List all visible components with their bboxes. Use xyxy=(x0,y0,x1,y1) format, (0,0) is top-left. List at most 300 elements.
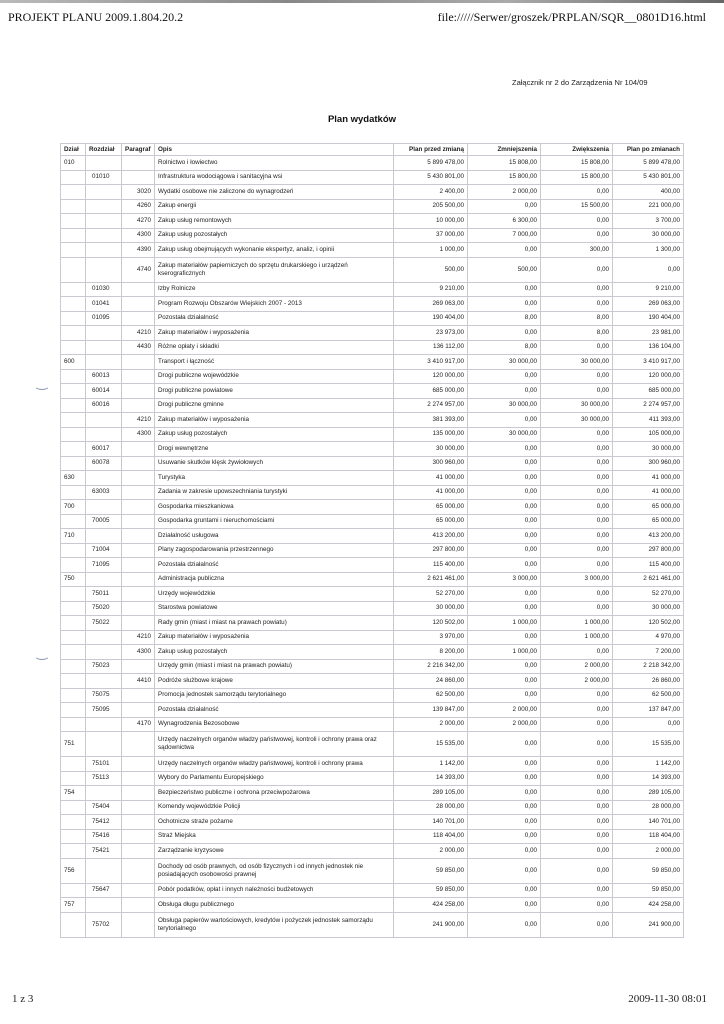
cell-plan-po: 5 430 801,00 xyxy=(613,170,684,185)
cell-zwiekszenia: 0,00 xyxy=(541,485,613,500)
table-row xyxy=(61,572,684,587)
cell-opis: Zakup usług pozostałych xyxy=(155,427,394,442)
cell-dzial xyxy=(61,398,86,413)
cell-zwiekszenia: 0,00 xyxy=(541,717,613,732)
cell-zwiekszenia: 2 000,00 xyxy=(541,674,613,689)
cell-paragraf xyxy=(122,369,155,384)
cell-opis: Pobór podatków, opłat i innych należności budżetowych xyxy=(155,883,394,898)
attachment-note: Załącznik nr 2 do Zarządzenia Nr 104/09 xyxy=(512,78,648,87)
cell-dzial: 630 xyxy=(61,471,86,486)
cell-opis: Wybory do Parlamentu Europejskiego xyxy=(155,771,394,786)
cell-paragraf xyxy=(122,471,155,486)
cell-zmniejszenia: 0,00 xyxy=(468,456,541,471)
cell-paragraf xyxy=(122,398,155,413)
document-title: Plan wydatków xyxy=(327,114,397,125)
table-row xyxy=(61,800,684,815)
cell-zwiekszenia: 0,00 xyxy=(541,214,613,229)
cell-zwiekszenia: 8,00 xyxy=(541,311,613,326)
cell-plan-przed: 30 000,00 xyxy=(394,442,468,457)
table-body xyxy=(61,156,684,938)
table-row xyxy=(61,616,684,631)
cell-plan-po: 118 404,00 xyxy=(613,829,684,844)
cell-plan-po: 59 850,00 xyxy=(613,858,684,883)
cell-dzial xyxy=(61,257,86,282)
cell-paragraf xyxy=(122,529,155,544)
cell-opis: Różne opłaty i składki xyxy=(155,340,394,355)
cell-rozdzial xyxy=(86,572,122,587)
cell-dzial xyxy=(61,214,86,229)
cell-zmniejszenia: 0,00 xyxy=(468,659,541,674)
cell-paragraf xyxy=(122,456,155,471)
cell-rozdzial: 75011 xyxy=(86,587,122,602)
cell-opis: Zakup usług obejmujących wykonanie ekspertyz, analiz, i opinii xyxy=(155,243,394,258)
cell-dzial xyxy=(61,771,86,786)
cell-plan-przed: 41 000,00 xyxy=(394,471,468,486)
cell-paragraf xyxy=(122,858,155,883)
cell-plan-przed: 241 900,00 xyxy=(394,912,468,937)
cell-paragraf xyxy=(122,786,155,801)
cell-rozdzial: 60017 xyxy=(86,442,122,457)
cell-zmniejszenia: 0,00 xyxy=(468,630,541,645)
col-zwiekszenia: Zwiększenia xyxy=(541,144,613,156)
cell-opis: Zakup materiałów i wyposażenia xyxy=(155,630,394,645)
table-row xyxy=(61,485,684,500)
table-row xyxy=(61,815,684,830)
cell-rozdzial xyxy=(86,630,122,645)
cell-zwiekszenia: 30 000,00 xyxy=(541,355,613,370)
cell-zwiekszenia: 0,00 xyxy=(541,703,613,718)
cell-plan-po: 0,00 xyxy=(613,717,684,732)
cell-plan-przed: 685 000,00 xyxy=(394,384,468,399)
cell-rozdzial: 71095 xyxy=(86,558,122,573)
cell-dzial: 751 xyxy=(61,732,86,757)
cell-zmniejszenia: 0,00 xyxy=(468,326,541,341)
cell-plan-przed: 5 899 478,00 xyxy=(394,156,468,171)
cell-plan-po: 65 000,00 xyxy=(613,514,684,529)
cell-opis: Ochotnicze straże pożarne xyxy=(155,815,394,830)
cell-dzial xyxy=(61,757,86,772)
cell-plan-po: 0,00 xyxy=(613,257,684,282)
cell-rozdzial xyxy=(86,858,122,883)
cell-rozdzial: 75421 xyxy=(86,844,122,859)
table-row xyxy=(61,156,684,171)
cell-plan-przed: 65 000,00 xyxy=(394,500,468,515)
cell-dzial xyxy=(61,883,86,898)
cell-paragraf xyxy=(122,543,155,558)
cell-zwiekszenia: 1 000,00 xyxy=(541,630,613,645)
cell-plan-przed: 2 216 342,00 xyxy=(394,659,468,674)
cell-dzial xyxy=(61,630,86,645)
cell-plan-przed: 500,00 xyxy=(394,257,468,282)
cell-plan-przed: 3 970,00 xyxy=(394,630,468,645)
cell-plan-przed: 136 112,00 xyxy=(394,340,468,355)
cell-plan-przed: 9 210,00 xyxy=(394,282,468,297)
cell-plan-przed: 2 621 461,00 xyxy=(394,572,468,587)
cell-plan-po: 62 500,00 xyxy=(613,688,684,703)
cell-rozdzial xyxy=(86,786,122,801)
cell-opis: Administracja publiczna xyxy=(155,572,394,587)
cell-rozdzial xyxy=(86,243,122,258)
cell-rozdzial xyxy=(86,185,122,200)
cell-dzial xyxy=(61,829,86,844)
cell-paragraf: 4410 xyxy=(122,674,155,689)
cell-zwiekszenia: 0,00 xyxy=(541,829,613,844)
table-row xyxy=(61,170,684,185)
cell-zmniejszenia: 1 000,00 xyxy=(468,616,541,631)
cell-dzial xyxy=(61,228,86,243)
cell-paragraf xyxy=(122,311,155,326)
cell-plan-przed: 52 270,00 xyxy=(394,587,468,602)
cell-rozdzial xyxy=(86,732,122,757)
cell-dzial: 754 xyxy=(61,786,86,801)
cell-dzial xyxy=(61,243,86,258)
cell-zwiekszenia: 0,00 xyxy=(541,228,613,243)
cell-rozdzial: 75022 xyxy=(86,616,122,631)
cell-zmniejszenia: 0,00 xyxy=(468,601,541,616)
table-row xyxy=(61,282,684,297)
cell-zwiekszenia: 0,00 xyxy=(541,514,613,529)
cell-rozdzial xyxy=(86,427,122,442)
cell-plan-po: 15 535,00 xyxy=(613,732,684,757)
cell-opis: Drogi wewnętrzne xyxy=(155,442,394,457)
cell-paragraf xyxy=(122,883,155,898)
cell-dzial xyxy=(61,645,86,660)
cell-paragraf xyxy=(122,912,155,937)
table-row xyxy=(61,829,684,844)
table-row xyxy=(61,442,684,457)
cell-plan-po: 136 104,00 xyxy=(613,340,684,355)
table-row xyxy=(61,369,684,384)
cell-plan-po: 289 105,00 xyxy=(613,786,684,801)
cell-plan-po: 30 000,00 xyxy=(613,442,684,457)
cell-dzial xyxy=(61,674,86,689)
cell-dzial: 710 xyxy=(61,529,86,544)
table-row xyxy=(61,717,684,732)
cell-zwiekszenia: 0,00 xyxy=(541,757,613,772)
file-url: file://///Serwer/groszek/PRPLAN/SQR__0801D16.html xyxy=(437,10,706,24)
scan-mark xyxy=(34,380,50,390)
cell-plan-po: 190 404,00 xyxy=(613,311,684,326)
cell-paragraf: 4300 xyxy=(122,645,155,660)
cell-opis: Drogi publiczne gminne xyxy=(155,398,394,413)
cell-plan-po: 300 960,00 xyxy=(613,456,684,471)
cell-dzial xyxy=(61,844,86,859)
cell-plan-po: 3 410 917,00 xyxy=(613,355,684,370)
cell-zmniejszenia: 0,00 xyxy=(468,732,541,757)
cell-plan-przed: 15 535,00 xyxy=(394,732,468,757)
table-row xyxy=(61,883,684,898)
cell-opis: Drogi publiczne powiatowe xyxy=(155,384,394,399)
cell-paragraf xyxy=(122,587,155,602)
cell-dzial xyxy=(61,616,86,631)
table-row xyxy=(61,326,684,341)
cell-zmniejszenia: 0,00 xyxy=(468,529,541,544)
table-row xyxy=(61,355,684,370)
cell-paragraf: 4300 xyxy=(122,228,155,243)
cell-paragraf: 4390 xyxy=(122,243,155,258)
cell-paragraf: 4430 xyxy=(122,340,155,355)
cell-paragraf: 4260 xyxy=(122,199,155,214)
cell-dzial xyxy=(61,413,86,428)
cell-zmniejszenia: 2 000,00 xyxy=(468,717,541,732)
cell-zwiekszenia: 0,00 xyxy=(541,912,613,937)
cell-paragraf xyxy=(122,771,155,786)
cell-zwiekszenia: 0,00 xyxy=(541,898,613,913)
table-row xyxy=(61,732,684,757)
cell-plan-po: 65 000,00 xyxy=(613,500,684,515)
cell-opis: Wydatki osobowe nie zaliczone do wynagrodzeń xyxy=(155,185,394,200)
table-row xyxy=(61,587,684,602)
cell-plan-przed: 23 973,00 xyxy=(394,326,468,341)
cell-zmniejszenia: 0,00 xyxy=(468,883,541,898)
table-row xyxy=(61,529,684,544)
cell-plan-po: 4 970,00 xyxy=(613,630,684,645)
cell-plan-przed: 413 200,00 xyxy=(394,529,468,544)
cell-opis: Gospodarka gruntami i nieruchomościami xyxy=(155,514,394,529)
cell-opis: Starostwa powiatowe xyxy=(155,601,394,616)
cell-opis: Pozostała działalność xyxy=(155,558,394,573)
cell-zmniejszenia: 0,00 xyxy=(468,543,541,558)
cell-paragraf xyxy=(122,732,155,757)
cell-rozdzial: 75101 xyxy=(86,757,122,772)
table-row xyxy=(61,786,684,801)
cell-rozdzial: 75416 xyxy=(86,829,122,844)
cell-plan-przed: 65 000,00 xyxy=(394,514,468,529)
cell-rozdzial: 75404 xyxy=(86,800,122,815)
cell-rozdzial: 75075 xyxy=(86,688,122,703)
cell-opis: Zakup usług pozostałych xyxy=(155,228,394,243)
cell-plan-po: 52 270,00 xyxy=(613,587,684,602)
cell-dzial xyxy=(61,587,86,602)
col-plan-przed: Plan przed zmianą xyxy=(394,144,468,156)
cell-zmniejszenia: 0,00 xyxy=(468,815,541,830)
cell-plan-po: 411 393,00 xyxy=(613,413,684,428)
cell-zmniejszenia: 0,00 xyxy=(468,485,541,500)
cell-rozdzial xyxy=(86,156,122,171)
cell-plan-przed: 120 000,00 xyxy=(394,369,468,384)
cell-zwiekszenia: 1 000,00 xyxy=(541,616,613,631)
project-header: PROJEKT PLANU 2009.1.804.20.2 xyxy=(8,10,184,24)
expenditure-table xyxy=(60,143,684,938)
cell-opis: Promocja jednostek samorządu terytorialnego xyxy=(155,688,394,703)
cell-opis: Urzędy wojewódzkie xyxy=(155,587,394,602)
cell-zmniejszenia: 0,00 xyxy=(468,558,541,573)
cell-zmniejszenia: 0,00 xyxy=(468,413,541,428)
cell-paragraf xyxy=(122,170,155,185)
cell-zwiekszenia: 0,00 xyxy=(541,282,613,297)
cell-plan-przed: 2 274 957,00 xyxy=(394,398,468,413)
cell-zmniejszenia: 30 000,00 xyxy=(468,398,541,413)
cell-opis: Obsługa długu publicznego xyxy=(155,898,394,913)
cell-opis: Transport i łączność xyxy=(155,355,394,370)
cell-plan-po: 30 000,00 xyxy=(613,228,684,243)
cell-paragraf xyxy=(122,282,155,297)
cell-opis: Pozostała działalność xyxy=(155,311,394,326)
cell-zwiekszenia: 15 808,00 xyxy=(541,156,613,171)
cell-plan-przed: 2 000,00 xyxy=(394,844,468,859)
cell-rozdzial: 60078 xyxy=(86,456,122,471)
cell-rozdzial: 60014 xyxy=(86,384,122,399)
table-row xyxy=(61,688,684,703)
cell-paragraf xyxy=(122,384,155,399)
table-row xyxy=(61,185,684,200)
scan-mark xyxy=(34,650,50,660)
cell-paragraf xyxy=(122,601,155,616)
cell-rozdzial: 01095 xyxy=(86,311,122,326)
cell-rozdzial: 75020 xyxy=(86,601,122,616)
cell-opis: Plany zagospodarowania przestrzennego xyxy=(155,543,394,558)
cell-zmniejszenia: 6 300,00 xyxy=(468,214,541,229)
cell-paragraf xyxy=(122,572,155,587)
cell-rozdzial xyxy=(86,898,122,913)
cell-zmniejszenia: 0,00 xyxy=(468,898,541,913)
col-paragraf: Paragraf xyxy=(122,144,155,156)
cell-plan-po: 221 000,00 xyxy=(613,199,684,214)
cell-zwiekszenia: 0,00 xyxy=(541,558,613,573)
cell-opis: Zadania w zakresie upowszechniania turystyki xyxy=(155,485,394,500)
cell-plan-przed: 424 258,00 xyxy=(394,898,468,913)
col-dzial: Dział xyxy=(61,144,86,156)
cell-plan-po: 685 000,00 xyxy=(613,384,684,399)
cell-paragraf xyxy=(122,616,155,631)
cell-opis: Infrastruktura wodociągowa i sanitacyjna wsi xyxy=(155,170,394,185)
cell-zwiekszenia: 0,00 xyxy=(541,297,613,312)
cell-paragraf: 3020 xyxy=(122,185,155,200)
cell-zmniejszenia: 7 000,00 xyxy=(468,228,541,243)
cell-rozdzial xyxy=(86,500,122,515)
cell-paragraf xyxy=(122,688,155,703)
cell-zwiekszenia: 0,00 xyxy=(541,369,613,384)
cell-plan-po: 3 700,00 xyxy=(613,214,684,229)
cell-plan-przed: 2 000,00 xyxy=(394,717,468,732)
scan-edge xyxy=(0,0,724,3)
cell-plan-po: 424 258,00 xyxy=(613,898,684,913)
col-zmniejszenia: Zmniejszenia xyxy=(468,144,541,156)
page-number: 1 z 3 xyxy=(12,993,34,1005)
cell-rozdzial: 01010 xyxy=(86,170,122,185)
cell-rozdzial xyxy=(86,257,122,282)
cell-zwiekszenia: 0,00 xyxy=(541,543,613,558)
cell-paragraf: 4210 xyxy=(122,630,155,645)
cell-plan-przed: 62 500,00 xyxy=(394,688,468,703)
table-row xyxy=(61,500,684,515)
cell-paragraf: 4170 xyxy=(122,717,155,732)
cell-rozdzial: 01030 xyxy=(86,282,122,297)
cell-plan-po: 1 142,00 xyxy=(613,757,684,772)
cell-plan-przed: 28 000,00 xyxy=(394,800,468,815)
cell-dzial xyxy=(61,601,86,616)
cell-plan-przed: 269 063,00 xyxy=(394,297,468,312)
table-row xyxy=(61,898,684,913)
col-opis: Opis xyxy=(155,144,394,156)
cell-dzial xyxy=(61,543,86,558)
cell-zmniejszenia: 30 000,00 xyxy=(468,427,541,442)
cell-plan-po: 2 621 461,00 xyxy=(613,572,684,587)
cell-dzial: 700 xyxy=(61,500,86,515)
cell-opis: Zakup usług pozostałych xyxy=(155,645,394,660)
table-row xyxy=(61,228,684,243)
cell-zwiekszenia: 0,00 xyxy=(541,257,613,282)
cell-plan-przed: 5 430 801,00 xyxy=(394,170,468,185)
cell-zwiekszenia: 0,00 xyxy=(541,732,613,757)
cell-zwiekszenia: 30 000,00 xyxy=(541,398,613,413)
cell-plan-po: 14 393,00 xyxy=(613,771,684,786)
cell-opis: Gospodarka mieszkaniowa xyxy=(155,500,394,515)
cell-zmniejszenia: 2 000,00 xyxy=(468,185,541,200)
cell-paragraf xyxy=(122,558,155,573)
table-row xyxy=(61,844,684,859)
cell-plan-po: 2 274 957,00 xyxy=(613,398,684,413)
cell-plan-po: 28 000,00 xyxy=(613,800,684,815)
cell-paragraf: 4270 xyxy=(122,214,155,229)
cell-plan-przed: 2 400,00 xyxy=(394,185,468,200)
cell-plan-po: 400,00 xyxy=(613,185,684,200)
cell-dzial xyxy=(61,912,86,937)
cell-plan-przed: 300 960,00 xyxy=(394,456,468,471)
table-row xyxy=(61,427,684,442)
cell-plan-przed: 140 701,00 xyxy=(394,815,468,830)
cell-rozdzial: 63003 xyxy=(86,485,122,500)
cell-paragraf: 4210 xyxy=(122,413,155,428)
cell-paragraf xyxy=(122,514,155,529)
cell-zmniejszenia: 2 000,00 xyxy=(468,703,541,718)
cell-rozdzial: 70005 xyxy=(86,514,122,529)
cell-zwiekszenia: 0,00 xyxy=(541,500,613,515)
cell-plan-po: 26 860,00 xyxy=(613,674,684,689)
cell-paragraf: 4740 xyxy=(122,257,155,282)
cell-dzial xyxy=(61,297,86,312)
cell-plan-po: 41 000,00 xyxy=(613,471,684,486)
cell-rozdzial: 75023 xyxy=(86,659,122,674)
cell-zwiekszenia: 15 500,00 xyxy=(541,199,613,214)
cell-dzial: 757 xyxy=(61,898,86,913)
cell-dzial xyxy=(61,717,86,732)
cell-paragraf xyxy=(122,815,155,830)
cell-plan-przed: 289 105,00 xyxy=(394,786,468,801)
cell-plan-przed: 190 404,00 xyxy=(394,311,468,326)
cell-plan-po: 1 300,00 xyxy=(613,243,684,258)
table-row xyxy=(61,297,684,312)
cell-zwiekszenia: 0,00 xyxy=(541,442,613,457)
cell-opis: Zakup materiałów papierniczych do sprzętu drukarskiego i urządzeń kserograficznych xyxy=(155,257,394,282)
print-datetime: 2009-11-30 08:01 xyxy=(628,993,707,1005)
cell-plan-przed: 59 850,00 xyxy=(394,883,468,898)
cell-opis: Wynagrodzenia Bezosobowe xyxy=(155,717,394,732)
cell-zmniejszenia: 30 000,00 xyxy=(468,355,541,370)
cell-rozdzial xyxy=(86,413,122,428)
cell-zmniejszenia: 8,00 xyxy=(468,311,541,326)
cell-dzial xyxy=(61,456,86,471)
cell-opis: Rady gmin (miast i miast na prawach powiatu) xyxy=(155,616,394,631)
cell-opis: Urzędy naczelnych organów władzy państwowej, kontroli i ochrony prawa oraz sądownictwa xyxy=(155,732,394,757)
table-row xyxy=(61,543,684,558)
cell-plan-po: 241 900,00 xyxy=(613,912,684,937)
cell-dzial xyxy=(61,199,86,214)
cell-plan-przed: 14 393,00 xyxy=(394,771,468,786)
table-header-row xyxy=(61,144,684,156)
cell-zmniejszenia: 0,00 xyxy=(468,369,541,384)
cell-dzial xyxy=(61,688,86,703)
table-row xyxy=(61,912,684,937)
cell-dzial xyxy=(61,427,86,442)
cell-opis: Bezpieczeństwo publiczne i ochrona przeciwpożarowa xyxy=(155,786,394,801)
cell-rozdzial: 71004 xyxy=(86,543,122,558)
cell-plan-przed: 10 000,00 xyxy=(394,214,468,229)
cell-rozdzial: 60013 xyxy=(86,369,122,384)
cell-zmniejszenia: 0,00 xyxy=(468,384,541,399)
cell-zmniejszenia: 0,00 xyxy=(468,587,541,602)
cell-dzial xyxy=(61,659,86,674)
